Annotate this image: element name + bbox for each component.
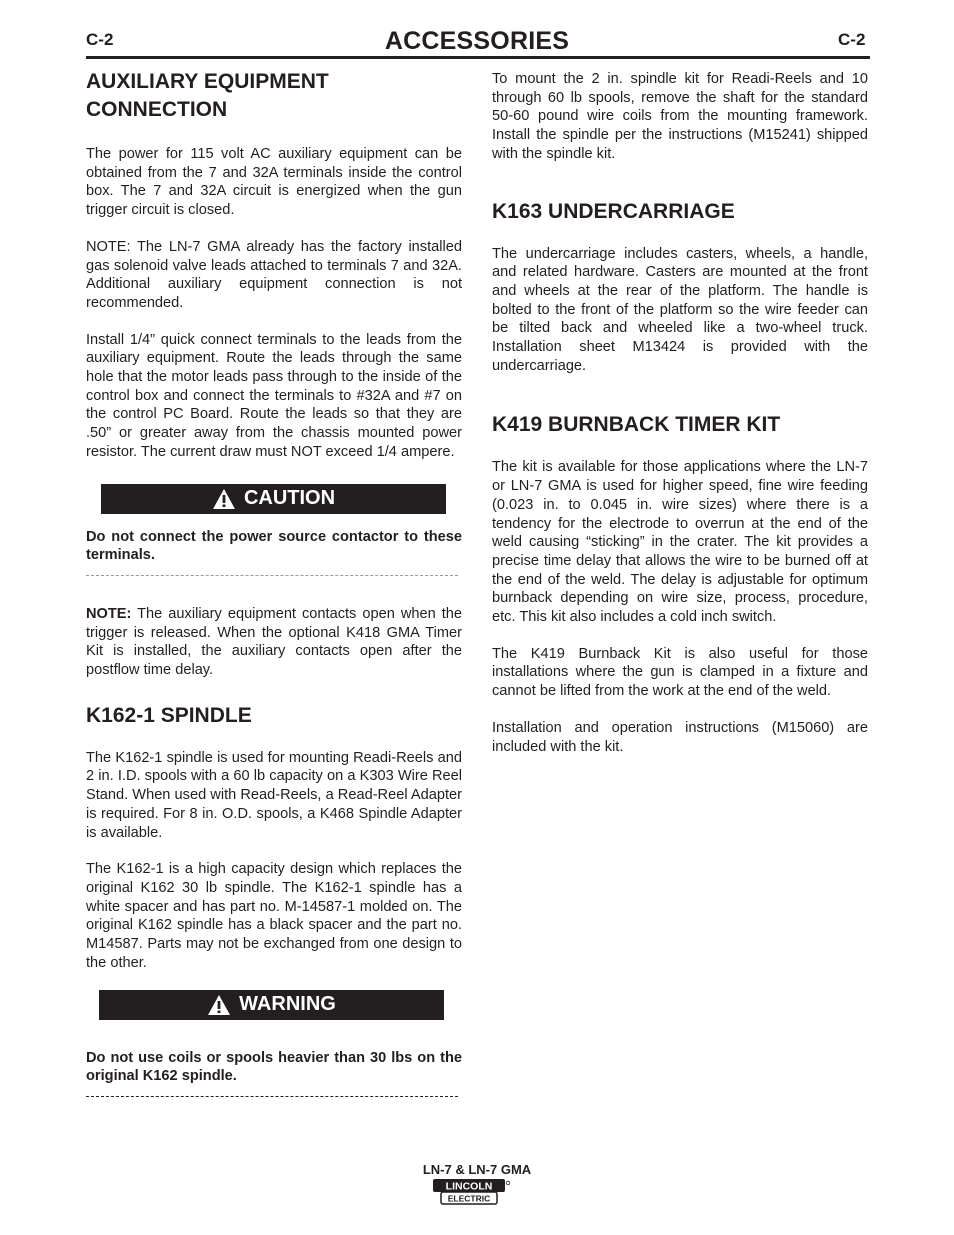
caution-banner xyxy=(101,484,446,514)
caution-text: Do not connect the power source contactor to these terminals. xyxy=(86,528,462,564)
footer-model: LN-7 & LN-7 GMA xyxy=(422,1162,532,1177)
aux-section-heading xyxy=(86,68,462,124)
page-number-right: C-2 xyxy=(838,30,866,49)
header-rule xyxy=(86,56,870,59)
warning-triangle-icon xyxy=(207,994,231,1016)
caution-divider xyxy=(86,575,458,576)
spindle-paragraph-1: The K162-1 spindle is used for mounting Readi-Reels and 2 in. I.D. spools with a 60 lb capacity on a K303 Wire Reel Stand. When used with Read-Reels, a Read-Reel Adapter is required. For 8 in. O.D. spools, a K468 Spindle Adapter is available. xyxy=(86,749,462,841)
note-lead: NOTE: xyxy=(86,605,132,622)
note-text: The auxiliary equipment contacts open when the trigger is released. When the optional K418 GMA Timer Kit is installed, the auxiliary contacts open after the postflow time delay. xyxy=(86,605,462,679)
warning-label: WARNING xyxy=(239,993,336,1015)
aux-title-line1: AUXILIARY EQUIPMENT xyxy=(86,70,329,93)
spindle-paragraph-2: The K162-1 is a high capacity design which replaces the original K162 30 lb spindle. The K162-1 spindle has a white spacer and has part no. M-14587-1 molded on. The original K162 spindle has a black spacer and the part no. M14587. Parts may not be exchanged from one design to the other. xyxy=(86,861,462,971)
mount-paragraph: To mount the 2 in. spindle kit for Readi-Reels and 10 through 60 lb spools, remove the shaft for the standard 50-60 pound wire coils from the mounting framework. Install the spindle per the instructions (M15241) shipped with the spindle kit. xyxy=(492,71,868,162)
page-number-left: C-2 xyxy=(86,30,114,49)
lincoln-electric-logo xyxy=(432,1178,512,1206)
left-column xyxy=(86,66,462,1097)
aux-title-line2: CONNECTION xyxy=(86,98,228,121)
undercarriage-title: K163 UNDERCARRIAGE xyxy=(492,199,735,223)
burnback-paragraph-2: The K419 Burnback Kit is also useful for those installations where the gun is clamped in a fixture and cannot be lifted from the work at the end of the weld. xyxy=(492,645,868,700)
page-title: ACCESSORIES xyxy=(384,27,570,55)
undercarriage-paragraph: The undercarriage includes casters, wheels, a handle, and related hardware. Casters are mounted at the front and wheels at the rear of the platform. The handle is bolted to the front of the platform so the wire feeder can be tilted back and wheeled like a two-wheel truck. Installation sheet M13424 is provided with the undercarriage. xyxy=(492,245,868,374)
aux-paragraph-2: NOTE: The LN-7 GMA already has the factory installed gas solenoid valve leads attached to terminals 7 and 32A. Additional auxiliary equipment connection is not recommended. xyxy=(86,238,462,311)
aux-paragraph-1: The power for 115 volt AC auxiliary equipment can be obtained from the 7 and 32A terminals inside the control box. The 7 and 32A circuit is energized when the gun trigger circuit is closed. xyxy=(86,146,462,219)
right-column xyxy=(492,66,868,756)
logo-top-text: LINCOLN xyxy=(445,1180,493,1193)
warning-banner xyxy=(99,990,444,1020)
logo-bottom-text: ELECTRIC xyxy=(447,1193,491,1204)
spindle-title: K162-1 SPINDLE xyxy=(86,703,252,727)
caution-label: CAUTION xyxy=(243,487,336,510)
burnback-paragraph-3: Installation and operation instructions (M15060) are included with the kit. xyxy=(492,719,868,755)
burnback-paragraph-1: The kit is available for those applications where the LN-7 or LN-7 GMA is used for higher speed, fine wire feeding (0.023 in. to 0.045 in. wire sizes) where there is a tendency for the electrode to overrun at the end of the weld causing “sticking” in the crater. The kit provides a precise time delay that allows the wire to be burned off at the end of the weld. The delay is adjustable for optimum burnback depending on wire size, process, procedure, etc. This kit also includes a cold inch switch. xyxy=(492,459,868,626)
warning-triangle-icon xyxy=(212,488,236,510)
warning-divider xyxy=(86,1096,458,1097)
aux-paragraph-3: Install 1/4” quick connect terminals to the leads from the auxiliary equipment. Route the leads through the same hole that the motor leads pass through to the inside of the control box and connect the terminals to #32A and #7 on the control PC Board. Route the leads so that they are .50” or greater away from the chassis mounted power resistor. The current draw must NOT exceed 1/4 ampere. xyxy=(86,331,462,460)
burnback-title: K419 BURNBACK TIMER KIT xyxy=(492,413,781,437)
warning-text: Do not use coils or spools heavier than 30 lbs on the original K162 spindle. xyxy=(86,1049,462,1085)
note-paragraph xyxy=(86,605,462,680)
